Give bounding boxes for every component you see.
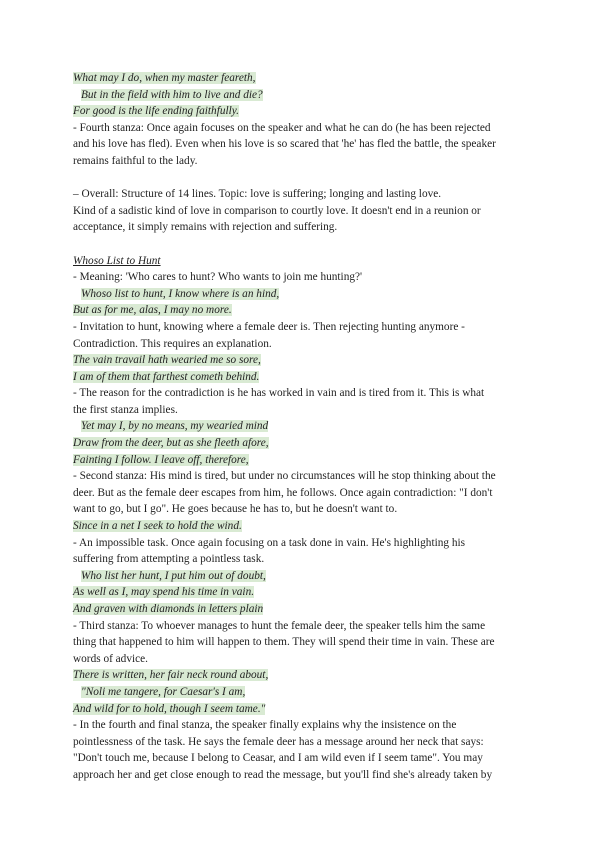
note-line bbox=[73, 734, 533, 751]
note-line bbox=[73, 136, 533, 153]
note-text: pointlessness of the task. He says the female deer has a message around her neck that says: bbox=[73, 735, 484, 748]
poem-quote-text: Since in a net I seek to hold the wind. bbox=[73, 520, 242, 533]
poem-quote-text: There is written, her fair neck round about, bbox=[73, 669, 269, 682]
poem-quote-line bbox=[73, 667, 533, 684]
poem-quote-text: And graven with diamonds in letters plain bbox=[73, 603, 264, 615]
note-text: and his love has fled). Even when his love is so scared that 'he' has fled the battle, the speaker bbox=[73, 138, 496, 151]
note-line bbox=[73, 385, 533, 402]
note-text: - Meaning: 'Who cares to hunt? Who wants to join me hunting?' bbox=[73, 271, 363, 284]
poem-quote-text: Yet may I, by no means, my wearied mind bbox=[81, 420, 269, 433]
note-text: – Overall: Structure of 14 lines. Topic: love is suffering; longing and lasting love. bbox=[73, 188, 442, 201]
note-text: deer. But as the female deer escapes from him, he follows. Once again contradiction: "I don't bbox=[73, 486, 493, 499]
poem-quote-text: For good is the life ending faithfully. bbox=[73, 105, 239, 118]
paragraph-gap bbox=[73, 236, 533, 253]
note-line bbox=[73, 651, 533, 668]
paragraph-gap bbox=[73, 170, 533, 187]
note-line bbox=[73, 219, 533, 236]
note-text: "Don't touch me, because I belong to Ceasar, and I am wild even if I seem tame". You may bbox=[73, 752, 483, 765]
poem-quote-text: What may I do, when my master feareth, bbox=[73, 72, 256, 84]
note-text: - The reason for the contradiction is he has worked in vain and is tired from it. This is what bbox=[73, 387, 485, 400]
note-line bbox=[73, 319, 533, 336]
poem-quote-text: Whoso list to hunt, I know where is an hind, bbox=[81, 287, 280, 300]
poem-quote-line bbox=[73, 418, 533, 435]
poem-quote-text: Draw from the deer, but as she fleeth afore, bbox=[73, 437, 269, 450]
poem-quote-text: But as for me, alas, I may no more. bbox=[73, 304, 232, 317]
note-line bbox=[73, 618, 533, 635]
document-body bbox=[73, 70, 533, 784]
poem-quote-line bbox=[73, 601, 533, 618]
note-text: - Third stanza: To whoever manages to hunt the female deer, the speaker tells him the same bbox=[73, 619, 486, 632]
poem-quote-text: And wild for to hold, though I seem tame." bbox=[73, 702, 266, 715]
poem-quote-line bbox=[73, 584, 533, 601]
note-text: - Second stanza: His mind is tired, but under no circumstances will he stop thinking about the bbox=[73, 470, 496, 483]
note-text: - Invitation to hunt, knowing where a female deer is. Then rejecting hunting anymore - bbox=[73, 320, 465, 333]
note-line bbox=[73, 269, 533, 286]
poem-quote-line bbox=[73, 435, 533, 452]
note-line bbox=[73, 501, 533, 518]
note-text: approach her and get close enough to read the message, but you'll find she's already taken by bbox=[73, 768, 493, 781]
poem-quote-line bbox=[73, 568, 533, 585]
note-text: - Fourth stanza: Once again focuses on the speaker and what he can do (he has been rejected bbox=[73, 121, 491, 134]
note-line bbox=[73, 186, 533, 203]
note-text: Contradiction. This requires an explanation. bbox=[73, 337, 272, 350]
poem-quote-line bbox=[73, 103, 533, 120]
note-text: - In the fourth and final stanza, the speaker finally explains why the insistence on the bbox=[73, 719, 457, 732]
note-line bbox=[73, 336, 533, 353]
note-line bbox=[73, 203, 533, 220]
poem-quote-line bbox=[73, 684, 533, 701]
poem-quote-line bbox=[73, 701, 533, 718]
poem-quote-line bbox=[73, 87, 533, 104]
note-line bbox=[73, 153, 533, 170]
note-line bbox=[73, 485, 533, 502]
poem-quote-text: But in the field with him to live and die? bbox=[81, 88, 263, 101]
poem-quote-line bbox=[73, 369, 533, 386]
note-line bbox=[73, 120, 533, 137]
note-text: suffering from attempting a pointless task. bbox=[73, 553, 265, 566]
note-text: - An impossible task. Once again focusing on a task done in vain. He's highlighting his bbox=[73, 536, 466, 549]
note-line bbox=[73, 551, 533, 568]
note-line bbox=[73, 535, 533, 552]
note-text: thing that happened to him will happen to them. They will spend their time in vain. These are bbox=[73, 636, 495, 649]
note-line bbox=[73, 468, 533, 485]
poem-quote-text: As well as I, may spend his time in vain. bbox=[73, 586, 255, 599]
note-line bbox=[73, 402, 533, 419]
note-text: words of advice. bbox=[73, 652, 148, 665]
section-title-text: Whoso List to Hunt bbox=[73, 254, 161, 267]
poem-quote-text: "Noli me tangere, for Caesar's I am, bbox=[81, 685, 246, 698]
poem-quote-text: I am of them that farthest cometh behind. bbox=[73, 370, 260, 383]
note-text: acceptance, it simply remains with rejection and suffering. bbox=[73, 221, 338, 234]
note-line bbox=[73, 717, 533, 734]
note-line bbox=[73, 750, 533, 767]
note-text: want to go, but I go". He goes because he has to, but he doesn't want to. bbox=[73, 503, 398, 516]
note-line bbox=[73, 634, 533, 651]
note-text: the first stanza implies. bbox=[73, 403, 178, 416]
poem-quote-line bbox=[73, 302, 533, 319]
poem-quote-line bbox=[73, 352, 533, 369]
section-title bbox=[73, 253, 533, 270]
note-line bbox=[73, 767, 533, 784]
poem-quote-text: The vain travail hath wearied me so sore, bbox=[73, 354, 261, 367]
poem-quote-text: Fainting I follow. I leave off, therefore, bbox=[73, 453, 249, 466]
poem-quote-text: Who list her hunt, I put him out of doubt, bbox=[81, 569, 266, 582]
poem-quote-line bbox=[73, 518, 533, 535]
poem-quote-line bbox=[73, 452, 533, 469]
note-text: remains faithful to the lady. bbox=[73, 154, 198, 167]
poem-quote-line bbox=[73, 70, 533, 87]
poem-quote-line bbox=[73, 286, 533, 303]
note-text: Kind of a sadistic kind of love in comparison to courtly love. It doesn't end in a reunion or bbox=[73, 204, 481, 217]
